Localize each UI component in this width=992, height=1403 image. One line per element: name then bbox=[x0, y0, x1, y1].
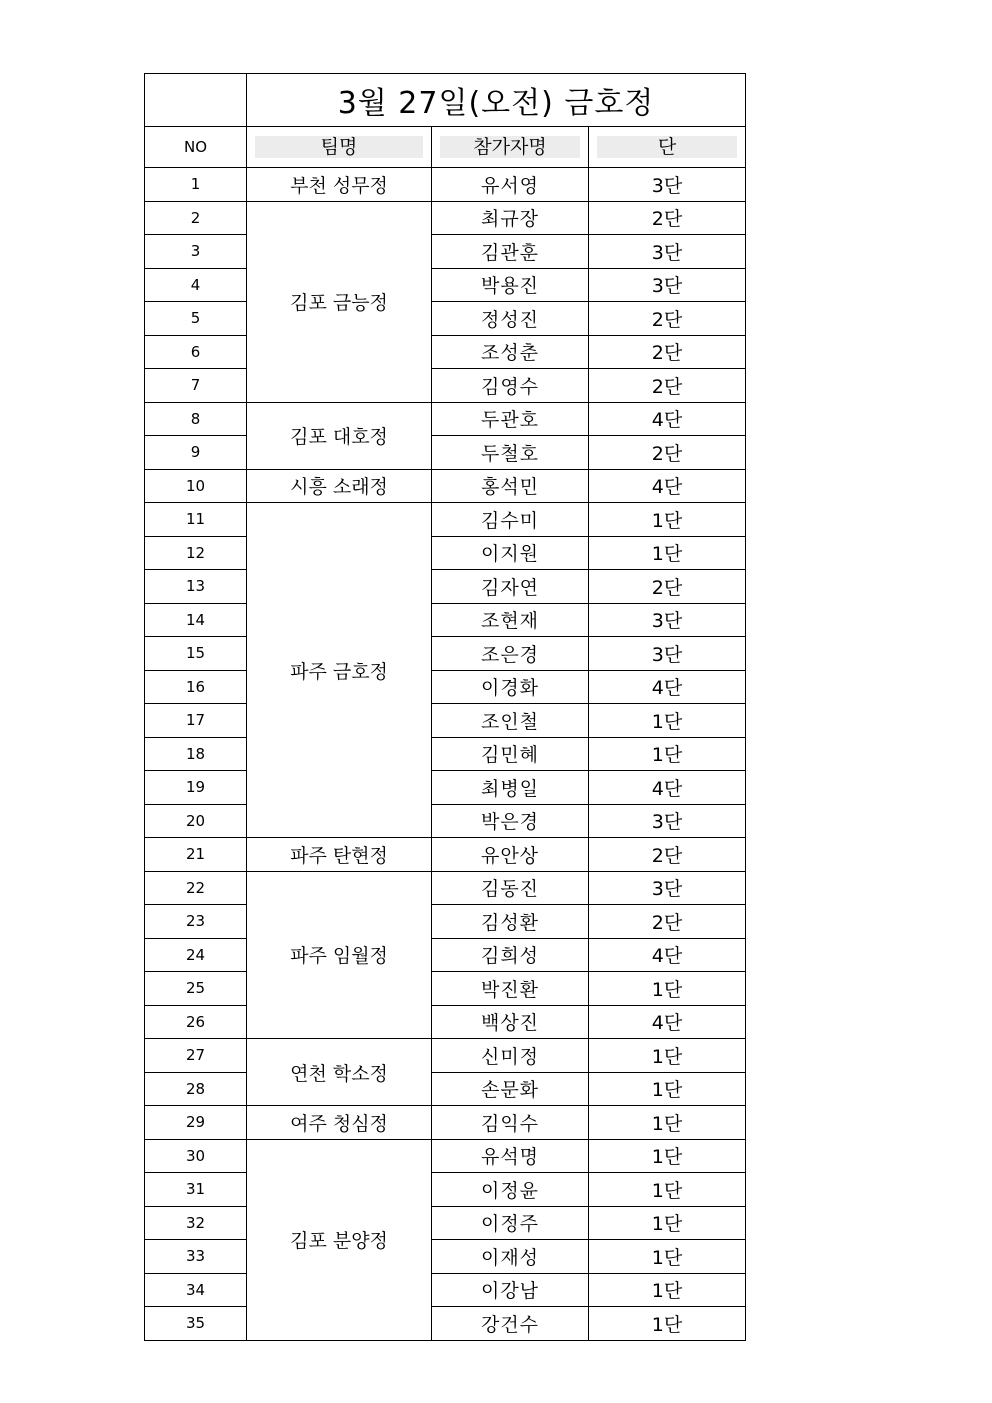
dan-rank: 1단 bbox=[589, 1240, 746, 1274]
table-row bbox=[145, 168, 746, 202]
team-name: 연천 학소정 bbox=[247, 1039, 432, 1106]
team-name: 여주 청심정 bbox=[247, 1106, 432, 1140]
participant-name: 김희성 bbox=[432, 938, 589, 972]
participant-name: 이경화 bbox=[432, 670, 589, 704]
title-row bbox=[145, 74, 746, 127]
dan-rank: 1단 bbox=[589, 503, 746, 537]
row-number: 9 bbox=[145, 436, 247, 470]
row-number: 1 bbox=[145, 168, 247, 202]
table-row bbox=[145, 369, 746, 403]
header-dan: 단 bbox=[597, 136, 737, 158]
participant-name: 최병일 bbox=[432, 771, 589, 805]
row-number: 34 bbox=[145, 1273, 247, 1307]
dan-rank: 1단 bbox=[589, 1106, 746, 1140]
participant-name: 조성춘 bbox=[432, 335, 589, 369]
row-number: 7 bbox=[145, 369, 247, 403]
row-number: 26 bbox=[145, 1005, 247, 1039]
participant-name: 김수미 bbox=[432, 503, 589, 537]
row-number: 13 bbox=[145, 570, 247, 604]
table-row bbox=[145, 637, 746, 671]
header-row bbox=[145, 127, 746, 168]
row-number: 14 bbox=[145, 603, 247, 637]
header-participant: 참가자명 bbox=[440, 136, 580, 158]
row-number: 29 bbox=[145, 1106, 247, 1140]
page-title: 3월 27일(오전) 금호정 bbox=[247, 74, 746, 127]
table-row bbox=[145, 268, 746, 302]
table-row bbox=[145, 1240, 746, 1274]
table-row bbox=[145, 469, 746, 503]
table-row bbox=[145, 335, 746, 369]
row-number: 4 bbox=[145, 268, 247, 302]
table-row bbox=[145, 670, 746, 704]
row-number: 2 bbox=[145, 201, 247, 235]
row-number: 3 bbox=[145, 235, 247, 269]
row-number: 32 bbox=[145, 1206, 247, 1240]
table-row bbox=[145, 804, 746, 838]
table-row bbox=[145, 938, 746, 972]
row-number: 28 bbox=[145, 1072, 247, 1106]
participant-name: 유석명 bbox=[432, 1139, 589, 1173]
team-name: 김포 대호정 bbox=[247, 402, 432, 469]
dan-rank: 1단 bbox=[589, 1173, 746, 1207]
row-number: 6 bbox=[145, 335, 247, 369]
participant-name: 박용진 bbox=[432, 268, 589, 302]
row-number: 19 bbox=[145, 771, 247, 805]
dan-rank: 1단 bbox=[589, 737, 746, 771]
table-row bbox=[145, 704, 746, 738]
table-row bbox=[145, 302, 746, 336]
participant-name: 이재성 bbox=[432, 1240, 589, 1274]
table-row bbox=[145, 972, 746, 1006]
participant-name: 김성환 bbox=[432, 905, 589, 939]
header-dan-cell bbox=[589, 127, 746, 168]
participant-name: 김영수 bbox=[432, 369, 589, 403]
participant-name: 조현재 bbox=[432, 603, 589, 637]
participant-name: 이정주 bbox=[432, 1206, 589, 1240]
participant-name: 이지원 bbox=[432, 536, 589, 570]
participant-name: 강건수 bbox=[432, 1307, 589, 1341]
team-name: 시흥 소래정 bbox=[247, 469, 432, 503]
row-number: 21 bbox=[145, 838, 247, 872]
header-team-cell bbox=[247, 127, 432, 168]
row-number: 17 bbox=[145, 704, 247, 738]
table-row bbox=[145, 905, 746, 939]
table-row bbox=[145, 1072, 746, 1106]
participant-name: 조인철 bbox=[432, 704, 589, 738]
header-no: NO bbox=[145, 127, 247, 168]
dan-rank: 3단 bbox=[589, 603, 746, 637]
row-number: 23 bbox=[145, 905, 247, 939]
participant-name: 박진환 bbox=[432, 972, 589, 1006]
participant-name: 백상진 bbox=[432, 1005, 589, 1039]
team-name: 부천 성무정 bbox=[247, 168, 432, 202]
participant-name: 김동진 bbox=[432, 871, 589, 905]
participant-name: 이정윤 bbox=[432, 1173, 589, 1207]
dan-rank: 2단 bbox=[589, 369, 746, 403]
row-number: 16 bbox=[145, 670, 247, 704]
table-row bbox=[145, 871, 746, 905]
header-participant-cell bbox=[432, 127, 589, 168]
participant-name: 김관훈 bbox=[432, 235, 589, 269]
dan-rank: 1단 bbox=[589, 1273, 746, 1307]
dan-rank: 1단 bbox=[589, 1039, 746, 1073]
table-row bbox=[145, 235, 746, 269]
row-number: 30 bbox=[145, 1139, 247, 1173]
participant-name: 정성진 bbox=[432, 302, 589, 336]
row-number: 25 bbox=[145, 972, 247, 1006]
participant-name: 이강남 bbox=[432, 1273, 589, 1307]
participant-name: 신미정 bbox=[432, 1039, 589, 1073]
row-number: 22 bbox=[145, 871, 247, 905]
participant-name: 두관호 bbox=[432, 402, 589, 436]
dan-rank: 2단 bbox=[589, 436, 746, 470]
table-row bbox=[145, 1173, 746, 1207]
dan-rank: 1단 bbox=[589, 1072, 746, 1106]
participant-name: 김민혜 bbox=[432, 737, 589, 771]
table-row bbox=[145, 1273, 746, 1307]
table-row bbox=[145, 1005, 746, 1039]
team-name: 파주 금호정 bbox=[247, 503, 432, 838]
participant-name: 최규장 bbox=[432, 201, 589, 235]
row-number: 18 bbox=[145, 737, 247, 771]
row-number: 24 bbox=[145, 938, 247, 972]
dan-rank: 2단 bbox=[589, 201, 746, 235]
roster-table bbox=[144, 73, 746, 1341]
participant-name: 박은경 bbox=[432, 804, 589, 838]
row-number: 11 bbox=[145, 503, 247, 537]
team-name: 파주 탄현정 bbox=[247, 838, 432, 872]
participant-name: 유안상 bbox=[432, 838, 589, 872]
dan-rank: 4단 bbox=[589, 670, 746, 704]
dan-rank: 4단 bbox=[589, 771, 746, 805]
row-number: 35 bbox=[145, 1307, 247, 1341]
dan-rank: 4단 bbox=[589, 938, 746, 972]
participant-name: 두철호 bbox=[432, 436, 589, 470]
dan-rank: 1단 bbox=[589, 972, 746, 1006]
row-number: 33 bbox=[145, 1240, 247, 1274]
participant-name: 손문화 bbox=[432, 1072, 589, 1106]
dan-rank: 1단 bbox=[589, 704, 746, 738]
participant-name: 조은경 bbox=[432, 637, 589, 671]
table-row bbox=[145, 436, 746, 470]
team-name: 김포 분양정 bbox=[247, 1139, 432, 1340]
dan-rank: 1단 bbox=[589, 1206, 746, 1240]
table-row bbox=[145, 1106, 746, 1140]
row-number: 8 bbox=[145, 402, 247, 436]
dan-rank: 4단 bbox=[589, 469, 746, 503]
participant-name: 김익수 bbox=[432, 1106, 589, 1140]
table-row bbox=[145, 1139, 746, 1173]
header-team: 팀명 bbox=[255, 136, 423, 158]
dan-rank: 3단 bbox=[589, 637, 746, 671]
table-row bbox=[145, 536, 746, 570]
dan-rank: 2단 bbox=[589, 302, 746, 336]
table-row bbox=[145, 402, 746, 436]
dan-rank: 1단 bbox=[589, 536, 746, 570]
team-name: 파주 임월정 bbox=[247, 871, 432, 1039]
dan-rank: 4단 bbox=[589, 402, 746, 436]
table-row bbox=[145, 1206, 746, 1240]
row-number: 12 bbox=[145, 536, 247, 570]
row-number: 5 bbox=[145, 302, 247, 336]
participant-name: 유서영 bbox=[432, 168, 589, 202]
table-row bbox=[145, 570, 746, 604]
row-number: 27 bbox=[145, 1039, 247, 1073]
row-number: 15 bbox=[145, 637, 247, 671]
row-number: 20 bbox=[145, 804, 247, 838]
dan-rank: 2단 bbox=[589, 570, 746, 604]
row-number: 31 bbox=[145, 1173, 247, 1207]
dan-rank: 1단 bbox=[589, 1307, 746, 1341]
table-row bbox=[145, 1039, 746, 1073]
team-name: 김포 금능정 bbox=[247, 201, 432, 402]
participant-name: 김자연 bbox=[432, 570, 589, 604]
table-row bbox=[145, 737, 746, 771]
table-row bbox=[145, 771, 746, 805]
dan-rank: 3단 bbox=[589, 804, 746, 838]
dan-rank: 2단 bbox=[589, 838, 746, 872]
dan-rank: 2단 bbox=[589, 905, 746, 939]
table-row bbox=[145, 503, 746, 537]
participant-name: 홍석민 bbox=[432, 469, 589, 503]
dan-rank: 3단 bbox=[589, 235, 746, 269]
dan-rank: 2단 bbox=[589, 335, 746, 369]
table-row bbox=[145, 838, 746, 872]
dan-rank: 3단 bbox=[589, 871, 746, 905]
dan-rank: 3단 bbox=[589, 268, 746, 302]
dan-rank: 3단 bbox=[589, 168, 746, 202]
table-row bbox=[145, 603, 746, 637]
table-row bbox=[145, 201, 746, 235]
row-number: 10 bbox=[145, 469, 247, 503]
dan-rank: 1단 bbox=[589, 1139, 746, 1173]
table-row bbox=[145, 1307, 746, 1341]
dan-rank: 4단 bbox=[589, 1005, 746, 1039]
title-blank-cell bbox=[145, 74, 247, 127]
